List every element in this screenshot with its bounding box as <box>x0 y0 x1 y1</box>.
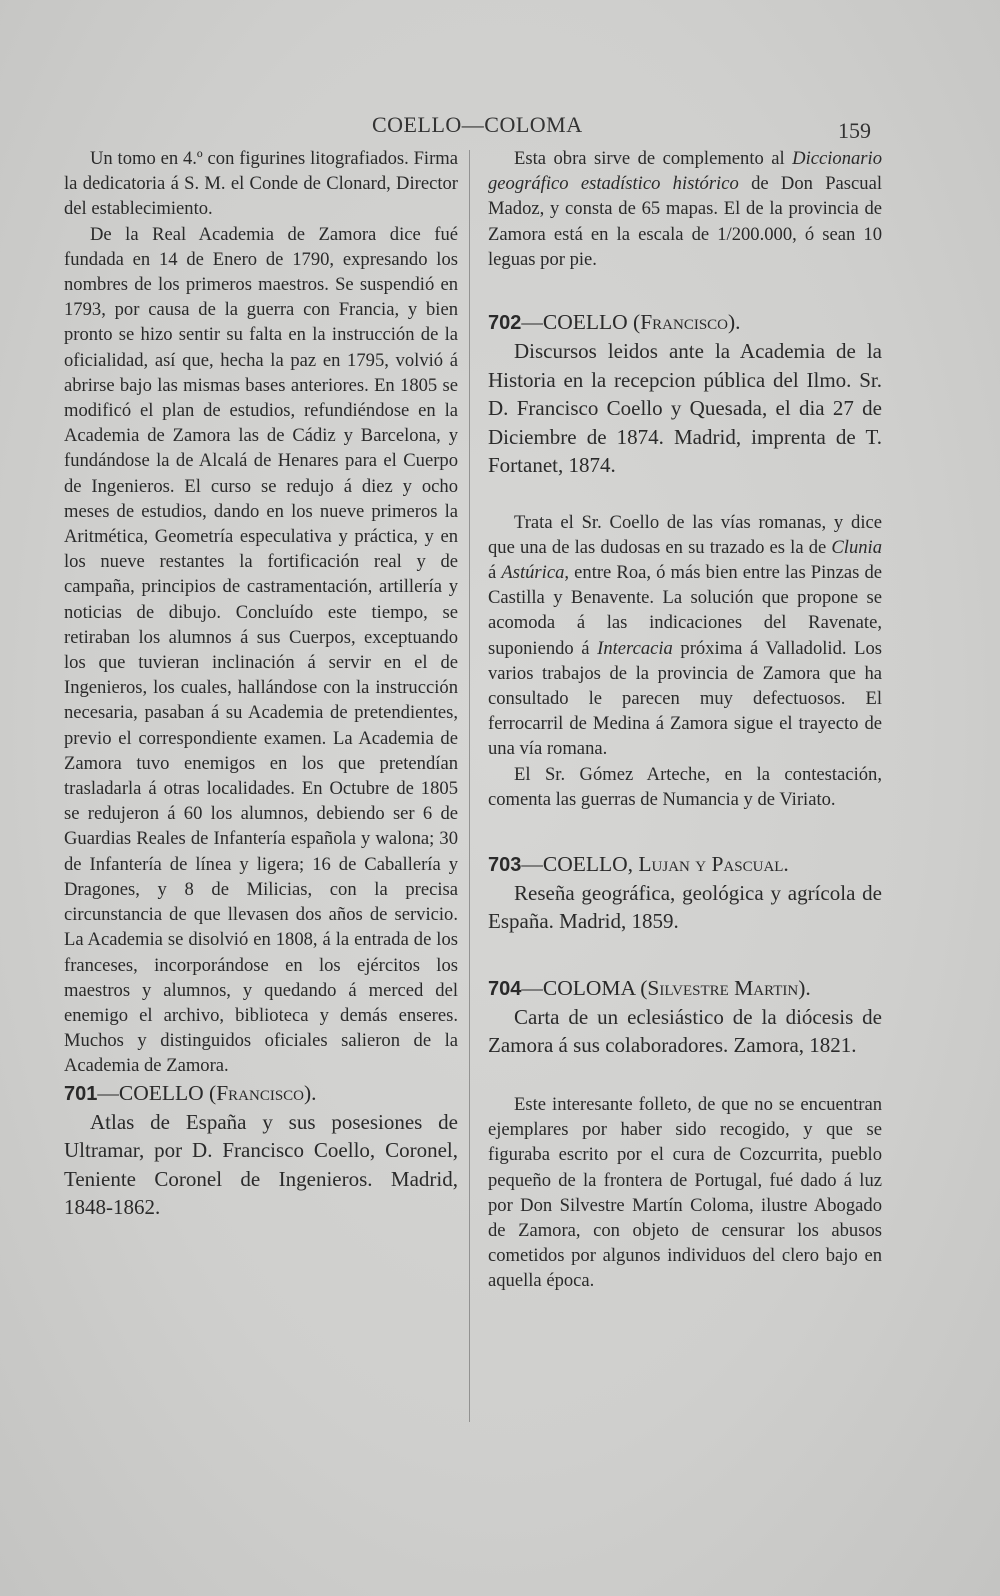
text-run: Esta obra sirve de complemento al <box>514 148 793 169</box>
entry-702 <box>488 308 882 812</box>
entry-dash: — <box>521 975 543 1000</box>
text-run: próxima á Valladolid. Los varios trabajos de la provincia de Zamora que ha consultado le parecen muy defectuosos. El ferrocarril de Medina á Zamora sigue el trayecto de una vía romana. <box>488 637 882 760</box>
right-column <box>488 146 882 1294</box>
left-column <box>64 146 458 1222</box>
running-title: COELLO—COLOMA <box>372 112 583 137</box>
entry-dash: — <box>97 1080 119 1105</box>
page-number: 159 <box>838 118 871 143</box>
entry-heading-701 <box>64 1079 458 1108</box>
entry-heading-703 <box>488 850 882 879</box>
paragraph: De la Real Academia de Zamora dice fué fundada en 14 de Enero de 1790, expresando los nombres de los primeros maestros. Se suspendió en 1793, por causa de la guerra con Francia, y bien pronto se hizo sentir su falta en la instrucción de la oficialidad, así que, hecha la paz en 1795, volvió á abrirse bajo las mismas bases anteriores. En 1805 se modificó el plan de estudios, refundiéndose en la Academia de Zamora las de Cádiz y Barcelona, y fundándose la de Alcalá de Henares para el Cuerpo de Ingenieros. El curso se redujo á diez y ocho meses de estudios, dando en los nueve primeros la Aritmética, Geometría especulativa y práctica, y en los nueve restantes la fortificación real y de campaña, principios de castramentación, artillería y noticias de dibujo. Concluído este tiempo, se retiraban los alumnos á sus Cuerpos, exceptuando los que tuvieran inclinación á servir en el de Ingenieros, los cuales, hallándose con la instrucción necesaria, pasaban á su Academia de pretendientes, previo el correspondiente examen. La Academia de Zamora tuvo enemigos en los que pretendían trasladarla á otras localidades. En Octubre de 1805 se redujeron á 60 los alumnos, debiendo ser 6 de Guardias Reales de Infantería española y walona; 30 de Infantería de línea y ligera; 16 de Caballería y Dragones, y 8 de Milicias, con la precisa circunstancia de que llevasen dos años de servicio. La Academia se disolvió en 1808, á la entrada de los franceses, incorporándose en los ejércitos los maestros y alumnos, y quedando á merced del enemigo el archivo, biblioteca y demás enseres. Muchos y distinguidos oficiales salieron de la Academia de Zamora. <box>64 223 458 1077</box>
entry-note <box>488 510 882 762</box>
entry-author: COELLO (Francisco). <box>118 1080 317 1105</box>
entry-title: Discursos leidos ante la Academia de la Historia en la recepcion pública del Ilmo. Sr. D. Francisco Coello y Quesada, el dia 27 de Diciembre de 1874. Madrid, imprenta de T. Fortanet, 1874. <box>488 339 882 478</box>
entry-704 <box>488 974 882 1294</box>
entry-title: Reseña geográfica, geológica y agrícola de España. Madrid, 1859. <box>488 880 882 934</box>
italic-run: Diccionario geográfico estadístico histórico <box>488 148 882 195</box>
entry-number: 702 <box>488 312 522 335</box>
entry-author: COELLO (Francisco). <box>542 310 741 335</box>
paragraph: Un tomo en 4.º con figurines litografiados. Firma la dedicatoria á S. M. el Conde de Clonard, Director del establecimiento. <box>64 148 458 220</box>
italic-run: Clunia <box>831 536 882 558</box>
entry-note: Este interesante folleto, de que no se encuentran ejemplares por haber sido recogido, y que se figuraba escrito por el cura de Cozcurrita, pueblo pequeño de la frontera de Portugal, fué dado á luz por Don Silvestre Martín Coloma, ilustre Abogado de Zamora, con objeto de censurar los abusos cometidos por algunos individuos del clero bajo en aquella época. <box>488 1093 882 1292</box>
entry-heading-704 <box>488 974 882 1003</box>
text-run: de Don Pascual Madoz, y consta de 65 mapas. El de la provincia de Zamora está en la escala de 1/200.000, ó sean 10 leguas por pie. <box>488 173 882 270</box>
italic-run: Intercacia <box>597 637 673 659</box>
italic-run: Astúrica <box>501 561 565 583</box>
entry-703 <box>488 850 882 936</box>
column-divider <box>469 150 470 1422</box>
entry-heading-702 <box>488 308 882 337</box>
entry-number: 703 <box>488 853 522 876</box>
entry-note: El Sr. Gómez Arteche, en la contestación, comenta las guerras de Numancia y de Viriato. <box>488 763 882 810</box>
entry-number: 704 <box>488 977 522 1000</box>
entry-author: COLOMA (Silvestre Martin). <box>542 975 811 1000</box>
entry-title: Atlas de España y sus posesiones de Ultramar, por D. Francisco Coello, Coronel, Teniente Coronel de Ingenieros. Madrid, 1848-1862. <box>64 1109 458 1220</box>
entry-dash: — <box>521 851 543 876</box>
text-run: Trata el Sr. Coello de las vías romanas, y dice que una de las dudosas en su trazado es la de <box>488 511 882 558</box>
entry-dash: — <box>521 310 543 335</box>
text-run: á <box>488 561 502 583</box>
entry-author: COELLO, Lujan y Pascual. <box>542 851 789 876</box>
entry-number: 701 <box>64 1082 98 1105</box>
text-run: , entre Roa, ó más bien entre las Pinzas de Castilla y Benavente. La solución que propone se acomoda á las indicaciones del Ravenate, suponiendo á <box>488 561 882 659</box>
paragraph <box>488 146 882 272</box>
running-head <box>0 112 1000 142</box>
entry-title: Carta de un eclesiástico de la diócesis de Zamora á sus colaboradores. Zamora, 1821. <box>488 1004 882 1058</box>
